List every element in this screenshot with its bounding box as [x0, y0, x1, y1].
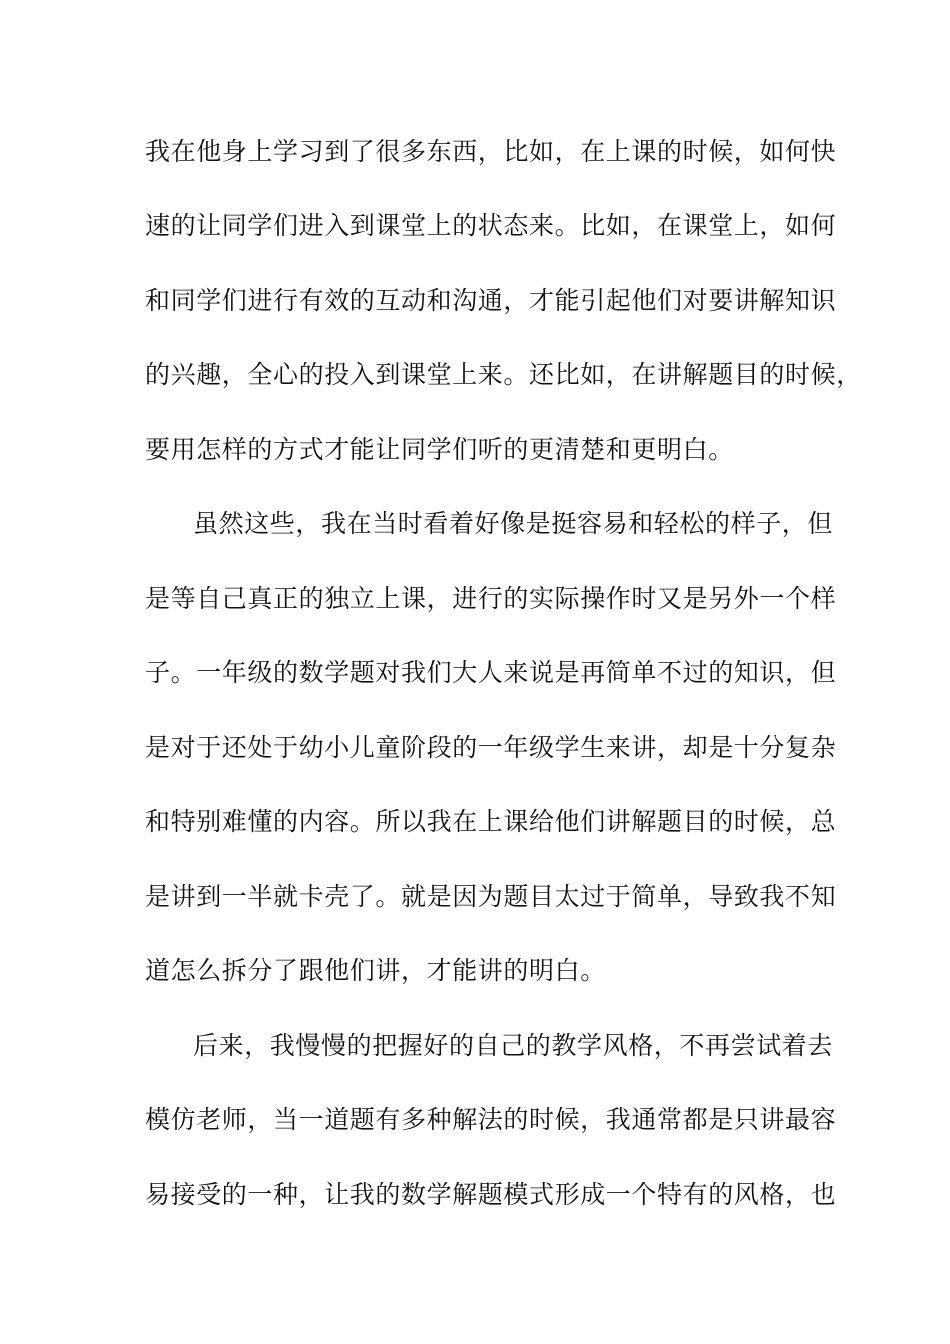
- paragraph-3-line-2: 模仿老师，当一道题有多种解法的时候，我通常都是只讲最容: [145, 1105, 837, 1134]
- paragraph-2-line-3: 子。一年级的数学题对我们大人来说是再简单不过的知识，但: [145, 658, 837, 687]
- paragraph-2-line-4: 是对于还处于幼小儿童阶段的一年级学生来讲，却是十分复杂: [145, 733, 837, 762]
- paragraph-2-line-5: 和特别难懂的内容。所以我在上课给他们讲解题目的时候，总: [145, 807, 837, 836]
- paragraph-1-line-3: 和同学们进行有效的互动和沟通，才能引起他们对要讲解知识: [145, 286, 837, 315]
- paragraph-2-line-1: 虽然这些，我在当时看着好像是挺容易和轻松的样子，但: [193, 509, 834, 538]
- paragraph-1-line-4: 的兴趣，全心的投入到课堂上来。还比如，在讲解题目的时候，: [145, 360, 862, 389]
- paragraph-1-line-1: 我在他身上学习到了很多东西，比如，在上课的时候，如何快: [145, 137, 837, 166]
- paragraph-2-line-7: 道怎么拆分了跟他们讲，才能讲的明白。: [145, 956, 606, 985]
- paragraph-3-line-1: 后来，我慢慢的把握好的自己的教学风格，不再尝试着去: [193, 1031, 834, 1060]
- paragraph-2-line-2: 是等自己真正的独立上课，进行的实际操作时又是另外一个样: [145, 584, 837, 613]
- paragraph-1-line-2: 速的让同学们进入到课堂上的状态来。比如，在课堂上，如何: [145, 211, 837, 240]
- paragraph-2-line-6: 是讲到一半就卡壳了。就是因为题目太过于简单，导致我不知: [145, 882, 837, 911]
- paragraph-3-line-3: 易接受的一种，让我的数学解题模式形成一个特有的风格，也: [145, 1180, 837, 1209]
- paragraph-1-line-5: 要用怎样的方式才能让同学们听的更清楚和更明白。: [145, 435, 734, 464]
